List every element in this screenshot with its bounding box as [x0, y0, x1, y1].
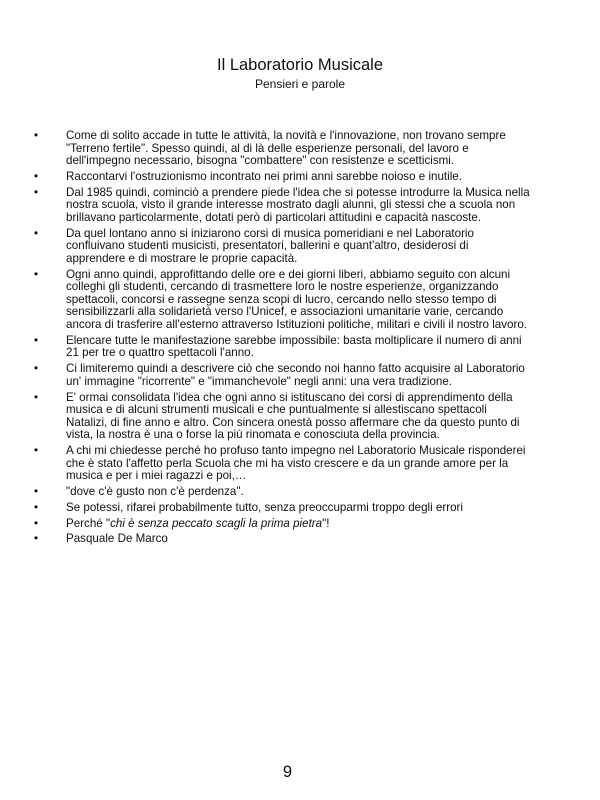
- list-item-text: "dove c'è gusto non c'è perdenza".: [66, 485, 244, 499]
- list-item-text: Ci limiteremo quindi a descrivere ciò che secondo noi hanno fatto acquisire al Laboratorio un' immagine "ricorrente" e "immanchevole" negli anni: una vera tradizione.: [66, 362, 525, 388]
- list-item: [34, 363, 530, 388]
- bullet-icon: •: [34, 516, 39, 530]
- bullet-icon: •: [34, 500, 39, 514]
- bullet-icon: •: [34, 169, 39, 183]
- list-item-text: Come di solito accade in tutte le attività, la novità e l'innovazione, non trovano sempre "Terreno fertile". Spesso quindi, al di là delle esperienze personali, del lavoro e dell'impegno necessario, bisogna "combattere" con resistenze e scetticismi.: [66, 129, 506, 168]
- list-item-text: Raccontarvi l'ostruzionismo incontrato nei primi anni sarebbe noioso e inutile.: [66, 169, 462, 183]
- list-item-text: A chi mi chiedesse perché ho profuso tanto impegno nel Laboratorio Musicale risponderei che è stato l'affetto perla Scuola che mi ha visto crescere e da un grande amore per la musica e per i miei ragazzi e poi,…: [66, 444, 526, 483]
- bullet-icon: •: [34, 532, 39, 546]
- list-item: [34, 187, 530, 225]
- bullet-icon: •: [34, 129, 39, 142]
- list-item-text: Dal 1985 quindi, cominciò a prendere piede l'idea che si potesse introdurre la Musica nella nostra scuola, visto il grande interesse mostrato dagli alunni, gli stessi che a scuola non brillavano particolarmente, dotati però di particolari attitudini e capacità nascoste.: [66, 185, 530, 224]
- bullet-list: [34, 130, 530, 549]
- list-item: [34, 130, 530, 168]
- list-item: [34, 228, 530, 266]
- list-item: [34, 392, 530, 442]
- list-item-text: E' ormai consolidata l'idea che ogni anno si istituscano dei corsi di apprendimento della musica e di alcuni strumenti musicali e che puntualmente si allestiscano spettacoli Natalizi, di fine anno e altro. Con sincera onestà posso affermare che da questo punto di vista, la nostra è una o forse la più rinomata e conosciuta della provincia.: [66, 390, 520, 442]
- list-item: [34, 502, 530, 515]
- bullet-icon: •: [34, 226, 39, 240]
- list-item: [34, 335, 530, 360]
- list-item-text: Elencare tutte le manifestazione sarebbe impossibile: basta moltiplicare il numero di anni 21 per tre o quattro spettacoli l'anno.: [66, 333, 522, 360]
- list-item-text-post: "!: [322, 516, 330, 530]
- list-item-text: Da quel lontano anno si iniziarono corsi di musica pomeridiani e nel Laboratorio confluivano studenti musicisti, presentatori, ballerini e quant'altro, desiderosi di apprendere e di mostrare le proprie capacità.: [66, 226, 474, 265]
- list-item: [34, 269, 530, 332]
- page-number: 9: [282, 763, 293, 781]
- list-item: [34, 518, 530, 531]
- page-subtitle: Pensieri e parole: [254, 77, 346, 91]
- page-title: Il Laboratorio Musicale: [217, 56, 383, 74]
- list-item: [34, 445, 530, 483]
- bullet-icon: •: [34, 390, 39, 404]
- bullet-icon: •: [34, 267, 39, 281]
- bullet-icon: •: [34, 444, 39, 458]
- author-name: Pasquale De Marco: [66, 532, 168, 546]
- bullet-icon: •: [34, 362, 39, 376]
- list-item: [34, 486, 530, 499]
- list-item-text: Ogni anno quindi, approfittando delle ore e dei giorni liberi, abbiamo seguito con alcuni colleghi gli studenti, cercando di trasmettere loro le nostre esperienze, organizzando spettacoli, concorsi e rassegne senza scopi di lucro, cercando nello stesso tempo di sensibilizzarli alla solidarietà verso l'Unicef, e associazioni umanitarie varie, cercando ancora di trasferire all'esterno attraverso Istituzioni politiche, militari e civili il nostro lavoro.: [66, 267, 527, 332]
- list-item: [34, 533, 530, 546]
- bullet-icon: •: [34, 485, 39, 499]
- list-item-text-italic: chi è senza peccato scagli la prima pietra: [110, 516, 323, 530]
- list-item-text-pre: Perché ": [66, 516, 111, 530]
- bullet-icon: •: [34, 333, 39, 347]
- list-item-text: Se potessi, rifarei probabilmente tutto, senza preoccuparmi troppo degli errori: [66, 500, 463, 514]
- bullet-icon: •: [34, 185, 39, 199]
- list-item: [34, 171, 530, 184]
